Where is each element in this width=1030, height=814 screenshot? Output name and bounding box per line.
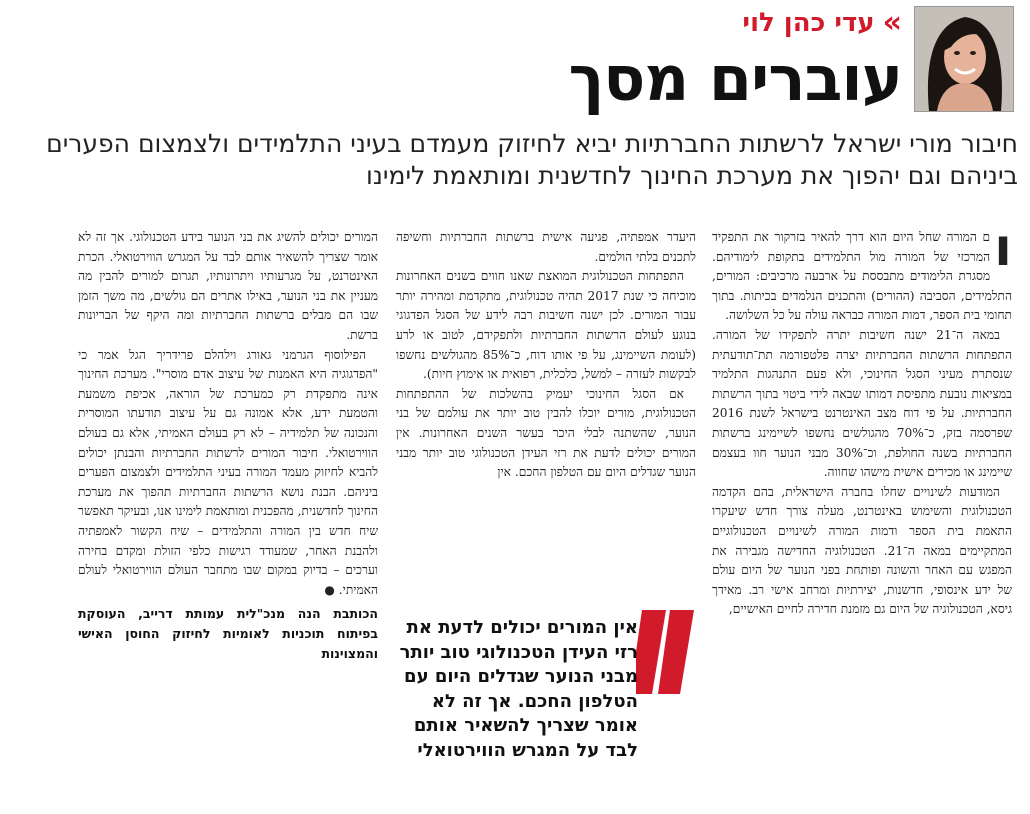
double-chevron-icon: »	[882, 5, 902, 40]
paragraph: במאה ה־21 ישנה חשיבות יתרה לתפקידו של המורה. התפתחות הרשתות החברתיות יצרה פלטפורמה תת־תודעתית שנסתרת מעיני הסגל החינוכי, ולא פעם התנהגות התלמיד במציאות נובעת מתפיסת דמותו שבאה לידי ביטוי בתוך הרשתות החברתיות. על פי דוח מצב האינטרנט בישראל לשנת 2016 שפרסמה בזק, כ־70% מהגולשים נחשפו לשיימינג ברשתות החברתיות בשנה החולפת, וכ־30% מבני הנוער חוו בעצמם שיימינג או מכירים אישית מישהו שחווה.	[712, 327, 1012, 480]
subheadline: חיבור מורי ישראל לרשתות החברתיות יביא לחיזוק מעמדם בעיני התלמידים ולצמצום הפערים ביניהם וגם יהפוך את מערכת החינוך לחדשנית ומותאמת לימינו	[46, 129, 1018, 190]
author-portrait-icon	[915, 7, 1013, 111]
author-name: עדי כהן לוי	[742, 8, 875, 38]
paragraph: המורים יכולים להשיג את בני הנוער בידע הטכנולוגי. אך זה לא אומר שצריך להשאיר אותם לבד על המגרש הווירטואלי. הכרת האינטרנט, על מגרעותיו ויתרונותיו, תגרום למורים להבין מה מעניין את בני הנוער, באילו אתרים הם גולשים, מה משך הזמן שבו הם מבלים ברשתות החברתיות ומה היקף של הבריונות ברשת.	[78, 230, 378, 342]
pull-quote-text: אין המורים יכולים לדעת את רזי העידן הטכנולוגי טוב יותר מבני הנוער שגדלים היום עם הטלפון החכם. אך זה לא אומר שצריך להשאיר אותם לבד על המגרש הווירטואלי	[399, 617, 638, 761]
article-column-2	[396, 228, 696, 598]
article-column-3	[78, 228, 378, 812]
paragraph: אם הסגל החינוכי יעמיק בהשלכות של ההתפתחות הטכנולוגית, מורים יוכלו להבין טוב יותר את עולמם של בני הנוער, שהשתנה לבלי היכר בעשר השנים האחרונות. אין המורים יכולים לדעת את רזי העידן הטכנולוגי טוב יותר מבני הנוער שגדלים היום עם הטלפון החכם. אין	[396, 386, 696, 480]
author-photo	[914, 6, 1014, 112]
end-mark-icon: ●	[324, 582, 335, 597]
quote-mark-icon	[636, 608, 696, 698]
paragraph: התפתחות הטכנולוגית המואצת שאנו חווים בשנים האחרונות מוכיחה כי שנת 2017 תהיה טכנולוגית, מתקדמת ומהירה יותר עבור המורים. לכן ישנה חשיבות רבה לידע של הסגל הפדגוגי בנוגע לעולם הרשתות החברתיות ולתפקידם, לטוב או לרע (לעומת השיימינג, על פי אותו דוח, כ־85% מהגולשים נחשפו לבקשות לעזרה – למשל, כלכלית, רפואית או אימוץ חיות).	[396, 269, 696, 382]
pull-quote	[396, 608, 696, 808]
paragraph: הפילוסוף הגרמני גאורג וילהלם פרידריך הגל אמר כי "הפדגוגיה היא האמנות של עיצוב אדם מוסרי". מערכת החינוך אינה מתפקדת רק כמערכת של הוראה, אכיפת משמעת והטמעת ידע, אלא אמונה גם על עיצוב תודעתו המוסרית והנכונה של תלמידיה – לא רק בעולם האמיתי, אלא גם בעולם הווירטואלי. חיבור המורים לרשתות החברתיות והבנתן יכולים להביא לחיזוק מעמד המורה בעיני התלמידים ולצמצום הפערים ביניהם. הבנת נושא הרשתות החברתיות תהפוך את מערכת החינוך לחדשנית, מהפכנית ומותאמת לימינו אנו, ובעיקר תאפשר שיח חדש בין המורה והתלמידים – שיח הקשור לאמפתיה ולהבנת האחר, שמעודד רגישות כלפי הזולת ומקדם בחירה וערכים – בדיוק במקום שבו מתחבר העולם הווירטואלי לעולם האמיתי.	[78, 347, 378, 597]
paragraph: המודעות לשינויים שחלו בחברה הישראלית, בהם הקדמה הטכנולוגית והשימוש באינטרנט, מעלה צורך חדש שיעקרו התאמת בית הספר ודמות המורה לשינויים הטכנולוגיים המתקיימים במאה ה־21. הטכנולוגיה החדישה מגבירה את המפגש עם האחר והשונה ופותחת בפני הנוער של היום עולם של ידע אינסופי, חדשנות, יצירתיות ומרחב אישי רב. מאידך גיסא, הטכנולוגיה של היום גם מזמנת חדירה לחיים האישיים,	[712, 484, 1012, 617]
author-bio: הכותבת הנה מנכ"לית עמותת דרייב, העוסקת בפיתוח תוכניות לאומיות לחיזוק החוסן האישי והמצוינות	[78, 606, 378, 662]
drop-cap: ו	[994, 228, 1012, 278]
article-column-1	[712, 228, 1012, 812]
author-byline	[742, 6, 902, 40]
paragraph: היעדר אמפתיה, פגיעה אישית ברשתות החברתיות וחשיפה לתכנים בלתי הולמים.	[396, 230, 696, 264]
paragraph: ם המורה שחל היום הוא דרך להאיר בזרקור את התפקיד המרכזי של המורה מול התלמידים בתקופת לימודיהם. מסגרת הלימודים מתבססת על ארבעה מרכיבים: המורים, התלמידים, הסביבה (ההורים) והתכנים הנלמדים בכיתות. בתוך תחומי בית הספר, דמות המורה כבראה עולה על כל השלושה.	[712, 230, 1012, 323]
headline: עוברים מסך	[568, 42, 902, 115]
